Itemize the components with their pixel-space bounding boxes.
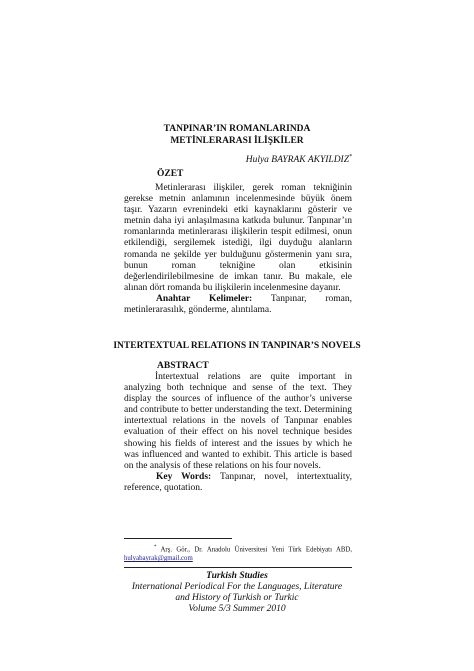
title-line-1: TANPINAR’IN ROMANLARINDA [163, 124, 311, 134]
footnote [124, 543, 352, 563]
abstract-keywords-label: Key Words: [156, 471, 212, 482]
abstract-section [124, 372, 352, 494]
journal-volume: Volume 5/3 Summer 2010 [188, 604, 286, 614]
ozet-body: Metinlerarası ilişkiler, gerek roman tekniğinin gerekse metnin anlamının incelenmesinde büyük önem taşır. Yazarın evrenindeki etki kaynaklarını gösterir ve metnin daha iyi anlaşılmasına katkıda bulunur. Tanpınar’ın romanlarında metinlerarası ilişkilerin tespit edilmesi, onun etkilendiği, sergilemek istediği, ilgi duyduğu alanların romanda ne şekilde yer bulduğunu göstermenin yanı sıra, bunun roman tekniğine olan etkisinin değerlendirilebilmesine de imkan tanır. Bu makale, ele alınan dört romanda bu ilişkilerin incelenmesine dayanır. [124, 183, 352, 293]
ozet-section [124, 183, 352, 316]
abstract-body: İntertextual relations are quite important in analyzing both technique and sense of the text. They display the sources of influence of the author’s universe and contribute to better understanding the text. Determining intertextual relations in the novels of Tanpınar enables evaluation of their effect on his novel technique besides showing his fields of interest and the issues by which he was influenced and wanted to exhibit. This article is based on the analysis of these relations on his four novels. [124, 372, 352, 471]
journal-subtitle-2: and History of Turkish or Turkic [175, 593, 299, 603]
footnote-mark: * [154, 545, 157, 550]
footnote-text: Arş. Gör., Dr. Anadolu Üniversitesi Yeni Türk Edebiyatı ABD, [160, 546, 352, 554]
ozet-keywords [124, 294, 352, 316]
ozet-keywords-label: Anahtar Kelimeler: [156, 293, 253, 304]
author-name-text: Hulya BAYRAK AKYILDIZ [245, 155, 349, 166]
author-footnote-mark: * [349, 154, 352, 160]
journal-footer [0, 571, 474, 615]
english-title: INTERTEXTUAL RELATIONS IN TANPINAR’S NOVELS [113, 341, 361, 351]
author-name [246, 154, 352, 165]
ozet-heading: ÖZET [157, 169, 184, 179]
journal-subtitle-1: International Periodical For the Languages, Literature [131, 582, 343, 592]
footnote-separator [124, 538, 232, 539]
journal-separator [124, 567, 352, 568]
title-line-2: METİNLERARASI İLİŞKİLER [170, 136, 304, 146]
abstract-keywords [124, 472, 352, 494]
ozet-keywords-text: Tanpınar, roman, metinlerarasılık, gönderme, alıntılama. [124, 293, 353, 316]
footnote-email-link[interactable]: hulyabayrak@gmail.com [124, 555, 193, 563]
journal-name: Turkish Studies [206, 571, 268, 581]
abstract-heading: ABSTRACT [157, 361, 209, 371]
abstract-keywords-text: Tanpınar, novel, intertextuality, reference, quotation. [124, 471, 352, 493]
article-title [0, 123, 474, 147]
